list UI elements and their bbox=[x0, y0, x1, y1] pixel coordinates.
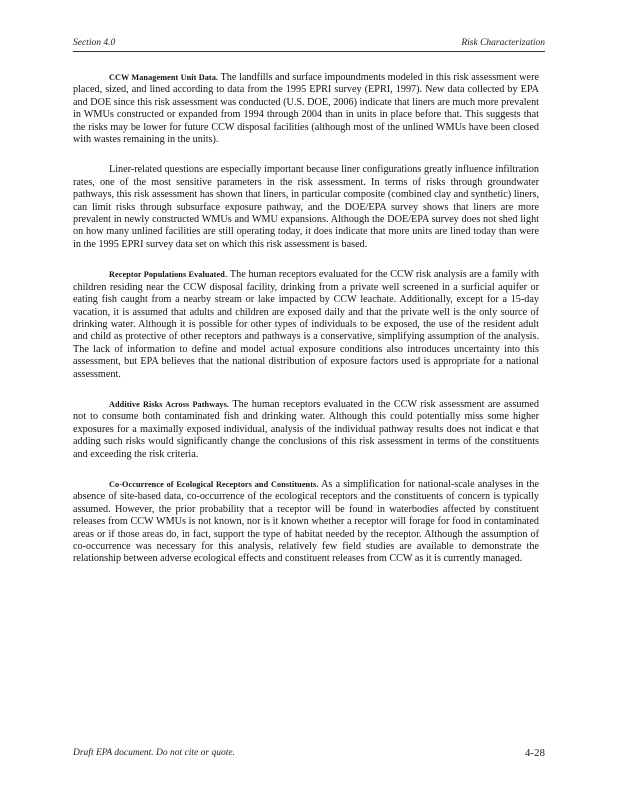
paragraph-ccw-management-unit-data bbox=[73, 72, 539, 146]
paragraph-text: The human receptors evaluated in the CCW risk assessment are assumed not to consume both contaminated fish and drinking water. Although this could potentially miss some higher exposures for a maximally exposed individual, analysis of the individual pathway results does not indicat e that adding such risks would significantly change the conclusions of this risk assessment in terms of the constituents and exceeding the risk criteria. bbox=[73, 398, 539, 460]
header-chapter: Risk Characterization bbox=[461, 38, 545, 48]
running-footer bbox=[73, 748, 545, 762]
running-header bbox=[73, 38, 545, 52]
page-number: 4-28 bbox=[524, 747, 545, 759]
paragraph-heading: Co-Occurrence of Ecological Receptors and Constituents. bbox=[109, 479, 319, 489]
paragraph-liner-related-questions bbox=[73, 164, 539, 251]
paragraph-heading: CCW Management Unit Data. bbox=[109, 73, 219, 82]
paragraph-receptor-populations bbox=[73, 269, 539, 381]
paragraph-additive-risks bbox=[73, 399, 539, 461]
paragraph-heading: Additive Risks Across Pathways. bbox=[109, 399, 230, 409]
paragraph-text: . The human receptors evaluated for the CCW risk analysis are a family with children residing near the CCW disposal facility, drinking from a private well screened in a surficial aquifer or eating fish caught from a nearby stream or lake impacted by CCW leachate. Additionally, except for a 15-day vacation, it is assumed that adults and children are exposed daily and that the private well is the only source of drinking water. Although it is possible for other types of individuals to be exposed, the use of the resident adult and child as protective of other receptors and pathways is a conservative, simplifying assumption of the analysis. The lack of information to define and model actual exposure conditions also introduces uncertainty into this assessment, but EPA believes that the national distribution of exposure factors used is appropriate for a national assessment. bbox=[73, 269, 539, 380]
draft-notice: Draft EPA document. Do not cite or quote. bbox=[73, 748, 235, 758]
document-body bbox=[73, 72, 539, 584]
paragraph-text: As a simplification for national-scale analyses in the absence of site-based data, co-occurrence of the ecological receptors and the constituents of concern is typically assumed. However, the prior probability that a receptor will be found in waterbodies affected by constituent releases from CCW WMUs is not known, nor is it known whether a receptor will forage for food in contaminated areas or if those areas do, in fact, support the type of habitat needed by the receptor. Although the assumption of co-occurrence was necessary for this analysis, relatively few field studies are available to demonstrate the relationship between adverse ecological effects and constituent releases from CCW as it is currently managed. bbox=[73, 478, 540, 565]
paragraph-text: Liner-related questions are especially important because liner configurations greatly influence infiltration rates, one of the most sensitive parameters in the risk assessment. In terms of risks through groundwater pathways, this risk assessment has shown that liners, in particular composite (combined clay and synthetic) liners, can limit risks through subsurface exposure pathway, and the DOE/EPA survey shows that liners are more prevalent in newly constructed WMUs and WMU expansions. Although the DOE/EPA survey does not shed light on how many unlined facilities are still operating today, it does indicate that more units are lined today than were in the 1995 EPRI survey data set on which this risk assessment is based. bbox=[73, 164, 539, 250]
header-section: Section 4.0 bbox=[73, 38, 116, 48]
header-rule bbox=[73, 51, 545, 52]
paragraph-co-occurrence bbox=[73, 479, 539, 566]
paragraph-heading: Receptor Populations Evaluated bbox=[109, 270, 225, 280]
paragraph-text: The landfills and surface impoundments modeled in this risk assessment were placed, sized, and lined according to data from the 1995 EPRI survey (EPRI, 1997). New data collected by EPA and DOE since this risk assessment was conducted (U.S. DOE, 2006) indicate that liners are much more prevalent in WMUs constructed or expanded from 1994 through 2004 than in units in place before that. This suggests that the risks may be lower for future CCW disposal facilities (although most of the unlined WMUs have been closed with wastes remaining in the units). bbox=[73, 72, 539, 146]
